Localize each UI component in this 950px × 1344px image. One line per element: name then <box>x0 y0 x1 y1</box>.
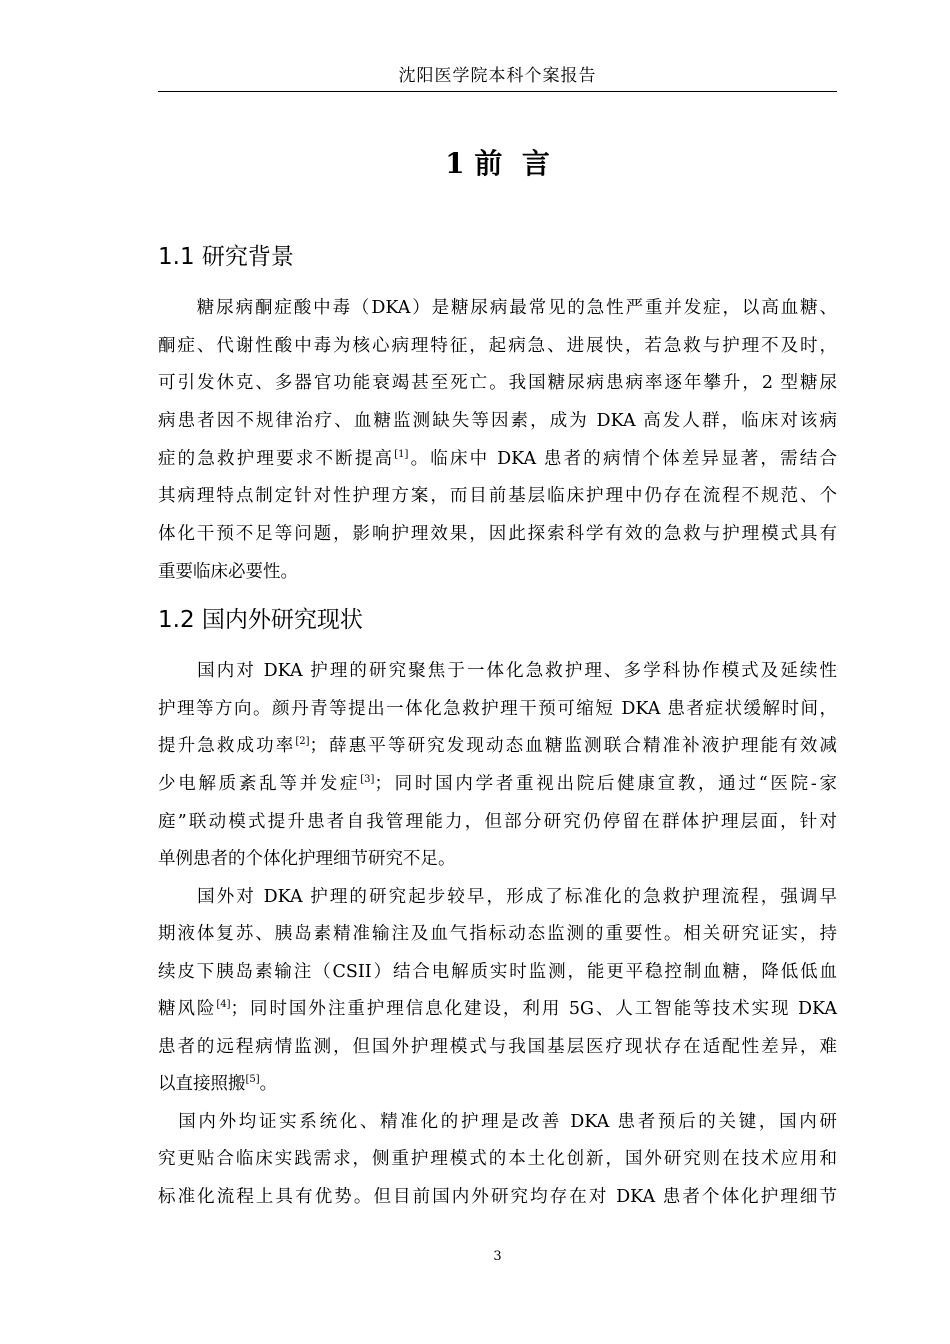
header-rule <box>158 91 837 92</box>
text-line: 庭”联动模式提升患者自我管理能力，但部分研究仍停留在群体护理层面，针对 <box>158 812 837 832</box>
text-line: 单例患者的个体化护理细节研究不足。 <box>158 849 456 869</box>
text-line: 重要临床必要性。 <box>158 562 298 582</box>
text-segment: 。临床中 DKA 患者的病情个体差异显著，需结合 <box>408 449 837 469</box>
text-line: 国内对 DKA 护理的研究聚焦于一体化急救护理、多学科协作模式及延续性 <box>158 661 837 681</box>
text-segment: ；薛惠平等研究发现动态血糖监测联合精准补液护理能有效减 <box>309 736 837 756</box>
text-line <box>158 771 837 797</box>
text-segment: 症的急救护理要求不断提高 <box>158 449 395 469</box>
text-line <box>158 996 837 1022</box>
text-line: 续皮下胰岛素输注（CSII）结合电解质实时监测，能更平稳控制血糖，降低低血 <box>158 962 837 982</box>
chapter-title: 1 前 言 <box>445 147 550 180</box>
text-segment: 。 <box>259 1074 278 1094</box>
text-segment: 提升急救成功率 <box>158 736 296 756</box>
text-line <box>158 733 837 759</box>
text-line: 护理等方向。颜丹青等提出一体化急救护理干预可缩短 DKA 患者症状缓解时间， <box>158 699 837 719</box>
text-line: 体化干预不足等问题，影响护理效果，因此探索科学有效的急救与护理模式具有 <box>158 524 837 544</box>
text-line: 国外对 DKA 护理的研究起步较早，形成了标准化的急救护理流程，强调早 <box>158 887 837 907</box>
text-line: 病患者因不规律治疗、血糖监测缺失等因素，成为 DKA 高发人群，临床对该病 <box>158 411 837 431</box>
running-header: 沈阳医学院本科个案报告 <box>398 66 597 86</box>
text-line: 其病理特点制定针对性护理方案，而目前基层临床护理中仍存在流程不规范、个 <box>158 486 837 506</box>
text-line: 国内外均证实系统化、精准化的护理是改善 DKA 患者预后的关键，国内研 <box>158 1112 837 1132</box>
text-line: 期液体复苏、胰岛素精准输注及血气指标动态监测的重要性。相关研究证实，持 <box>158 924 837 944</box>
citation-ref: [1] <box>394 449 409 461</box>
text-segment: 少电解质紊乱等并发症 <box>158 774 361 794</box>
text-segment: 糖风险 <box>158 999 217 1019</box>
text-line <box>158 1071 837 1097</box>
text-line: 可引发休克、多器官功能衰竭甚至死亡。我国糖尿病患病率逐年攀升，2 型糖尿 <box>158 373 837 393</box>
citation-ref: [5] <box>245 1074 260 1086</box>
text-line <box>158 446 837 472</box>
section-heading-research-status: 1.2 国内外研究现状 <box>158 607 363 633</box>
text-line: 标准化流程上具有优势。但目前国内外研究均存在对 DKA 患者个体化护理细节 <box>158 1187 837 1207</box>
text-segment: 以直接照搬 <box>158 1074 246 1094</box>
citation-ref: [3] <box>360 774 375 786</box>
text-segment: ；同时国外注重护理信息化建设，利用 5G、人工智能等技术实现 DKA <box>230 999 837 1019</box>
citation-ref: [4] <box>216 999 231 1011</box>
text-line: 糖尿病酮症酸中毒（DKA）是糖尿病最常见的急性严重并发症，以高血糖、 <box>158 298 837 318</box>
section-heading-background: 1.1 研究背景 <box>158 244 294 270</box>
text-line: 酮症、代谢性酸中毒为核心病理特征，起病急、进展快，若急救与护理不及时， <box>158 336 837 356</box>
text-line: 患者的远程病情监测，但国外护理模式与我国基层医疗现状存在适配性差异，难 <box>158 1037 837 1057</box>
text-segment: ；同时国内学者重视出院后健康宣教，通过“医院-家 <box>374 774 838 794</box>
text-line: 究更贴合临床实践需求，侧重护理模式的本土化创新，国外研究则在技术应用和 <box>158 1149 837 1169</box>
page-number: 3 <box>493 1249 502 1264</box>
citation-ref: [2] <box>295 736 310 748</box>
